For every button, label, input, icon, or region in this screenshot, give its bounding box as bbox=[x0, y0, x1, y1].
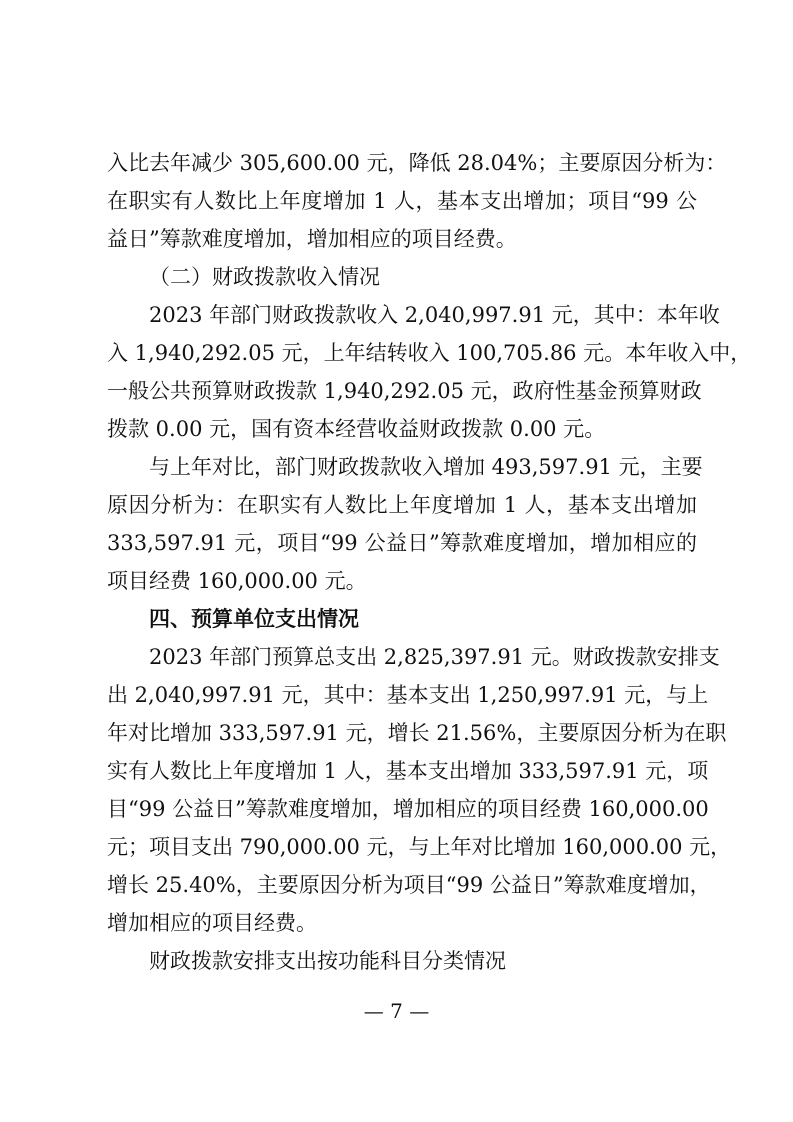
subsection-heading: （二）财政拨款收入情况 bbox=[149, 265, 380, 289]
body-text-line: 入比去年减少 305,600.00 元，降低 28.04%；主要原因分析为： bbox=[107, 151, 727, 175]
section-heading: 四、预算单位支出情况 bbox=[149, 607, 359, 631]
body-text-line: 拨款 0.00 元，国有资本经营收益财政拨款 0.00 元。 bbox=[107, 417, 606, 441]
body-text-line: 元；项目支出 790,000.00 元，与上年对比增加 160,000.00 元， bbox=[107, 835, 732, 859]
body-text-line: 在职实有人数比上年度增加 1 人，基本支出增加；项目“99 公 bbox=[107, 189, 697, 213]
body-text-line: 财政拨款安排支出按功能科目分类情况 bbox=[149, 949, 506, 973]
body-text-line: 项目经费 160,000.00 元。 bbox=[107, 569, 367, 593]
body-text-line: 与上年对比，部门财政拨款收入增加 493,597.91 元，主要 bbox=[149, 455, 703, 479]
body-text-line: 出 2,040,997.91 元，其中：基本支出 1,250,997.91 元，与上 bbox=[107, 683, 709, 707]
body-text-line: 2023 年部门预算总支出 2,825,397.91 元。财政拨款安排支 bbox=[149, 645, 720, 669]
body-text-line: 增长 25.40%，主要原因分析为项目“99 公益日”筹款难度增加， bbox=[107, 873, 711, 897]
body-text-line: 一般公共预算财政拨款 1,940,292.05 元，政府性基金预算财政 bbox=[107, 379, 702, 403]
body-text-line: 实有人数比上年度增加 1 人，基本支出增加 333,597.91 元，项 bbox=[107, 759, 709, 783]
body-text-line: 增加相应的项目经费。 bbox=[107, 911, 317, 935]
body-text-line: 原因分析为：在职实有人数比上年度增加 1 人，基本支出增加 bbox=[107, 493, 697, 517]
page-number: — 7 — bbox=[363, 999, 430, 1023]
body-text-line: 2023 年部门财政拨款收入 2,040,997.91 元，其中：本年收 bbox=[149, 303, 720, 327]
body-text-line: 益日”筹款难度增加，增加相应的项目经费。 bbox=[107, 227, 517, 251]
body-text-line: 入 1,940,292.05 元，上年结转收入 100,705.86 元。本年收入中， bbox=[107, 341, 752, 365]
body-text-line: 年对比增加 333,597.91 元，增长 21.56%，主要原因分析为在职 bbox=[107, 721, 727, 745]
body-text-line: 333,597.91 元，项目“99 公益日”筹款难度增加，增加相应的 bbox=[107, 531, 697, 555]
body-text-line: 目“99 公益日”筹款难度增加，增加相应的项目经费 160,000.00 bbox=[107, 797, 709, 821]
